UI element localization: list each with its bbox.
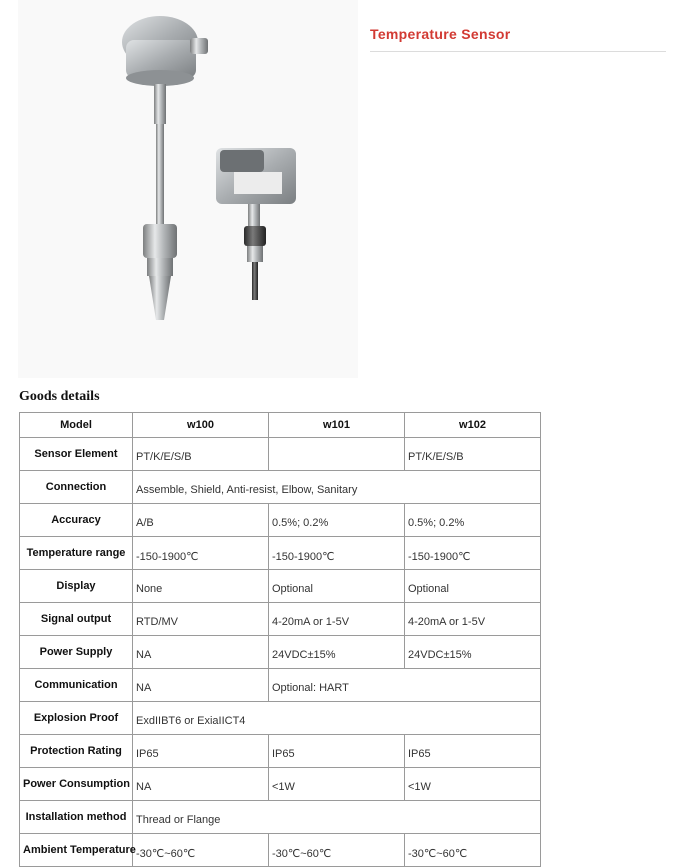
table-row: [20, 471, 541, 504]
table-cell: <1W: [269, 768, 405, 801]
specifications-table: [19, 412, 541, 867]
row-label: Explosion Proof: [20, 702, 133, 735]
table-cell: [269, 438, 405, 471]
row-label: Protection Rating: [20, 735, 133, 768]
row-label: Display: [20, 570, 133, 603]
table-cell: RTD/MV: [133, 603, 269, 636]
table-cell: NA: [133, 768, 269, 801]
row-label: Power Supply: [20, 636, 133, 669]
column-header: w102: [405, 413, 541, 438]
table-row: [20, 801, 541, 834]
table-body: [20, 438, 541, 867]
table-row: [20, 570, 541, 603]
table-cell: IP65: [133, 735, 269, 768]
product-title-bar: [370, 26, 666, 52]
table-cell: NA: [133, 636, 269, 669]
table-cell: Optional: HART: [269, 669, 541, 702]
table-cell: -150-1900℃: [405, 537, 541, 570]
table-cell: -30℃~60℃: [269, 834, 405, 867]
row-label: Ambient Temperature: [20, 834, 133, 867]
table-row: [20, 636, 541, 669]
table-cell: 0.5%; 0.2%: [269, 504, 405, 537]
table-cell: 24VDC±15%: [269, 636, 405, 669]
table-cell: NA: [133, 669, 269, 702]
row-label: Power Consumption: [20, 768, 133, 801]
table-cell: A/B: [133, 504, 269, 537]
row-label: Signal output: [20, 603, 133, 636]
table-cell: IP65: [405, 735, 541, 768]
goods-details-heading: Goods details: [19, 389, 100, 404]
table-cell: ExdIIBT6 or ExiaIICT4: [133, 702, 541, 735]
table-cell: -150-1900℃: [269, 537, 405, 570]
product-photo: [18, 0, 358, 378]
table-cell: None: [133, 570, 269, 603]
row-label: Connection: [20, 471, 133, 504]
sensor-small: [216, 148, 296, 300]
table-row: [20, 768, 541, 801]
product-title: Temperature Sensor: [370, 26, 511, 42]
table-row: [20, 834, 541, 867]
row-label: Installation method: [20, 801, 133, 834]
table-row: [20, 735, 541, 768]
table-row: [20, 438, 541, 471]
table-cell: 24VDC±15%: [405, 636, 541, 669]
table-row: [20, 537, 541, 570]
column-header: w101: [269, 413, 405, 438]
table-cell: Optional: [269, 570, 405, 603]
row-label: Temperature range: [20, 537, 133, 570]
table-header-row: [20, 413, 541, 438]
table-cell: Optional: [405, 570, 541, 603]
table-cell: Assemble, Shield, Anti-resist, Elbow, Sanitary: [133, 471, 541, 504]
table-row: [20, 702, 541, 735]
table-cell: -30℃~60℃: [133, 834, 269, 867]
table-row: [20, 504, 541, 537]
table-cell: -150-1900℃: [133, 537, 269, 570]
column-header: w100: [133, 413, 269, 438]
table-cell: PT/K/E/S/B: [405, 438, 541, 471]
row-label: Communication: [20, 669, 133, 702]
table-cell: 4-20mA or 1-5V: [405, 603, 541, 636]
table-cell: 4-20mA or 1-5V: [269, 603, 405, 636]
table-cell: Thread or Flange: [133, 801, 541, 834]
table-cell: IP65: [269, 735, 405, 768]
table-cell: PT/K/E/S/B: [133, 438, 269, 471]
table-cell: -30℃~60℃: [405, 834, 541, 867]
table-cell: 0.5%; 0.2%: [405, 504, 541, 537]
table-row: [20, 603, 541, 636]
table-row: [20, 669, 541, 702]
sensor-large: [122, 16, 208, 320]
table-cell: <1W: [405, 768, 541, 801]
row-label: Sensor Element: [20, 438, 133, 471]
row-label: Accuracy: [20, 504, 133, 537]
column-header: Model: [20, 413, 133, 438]
